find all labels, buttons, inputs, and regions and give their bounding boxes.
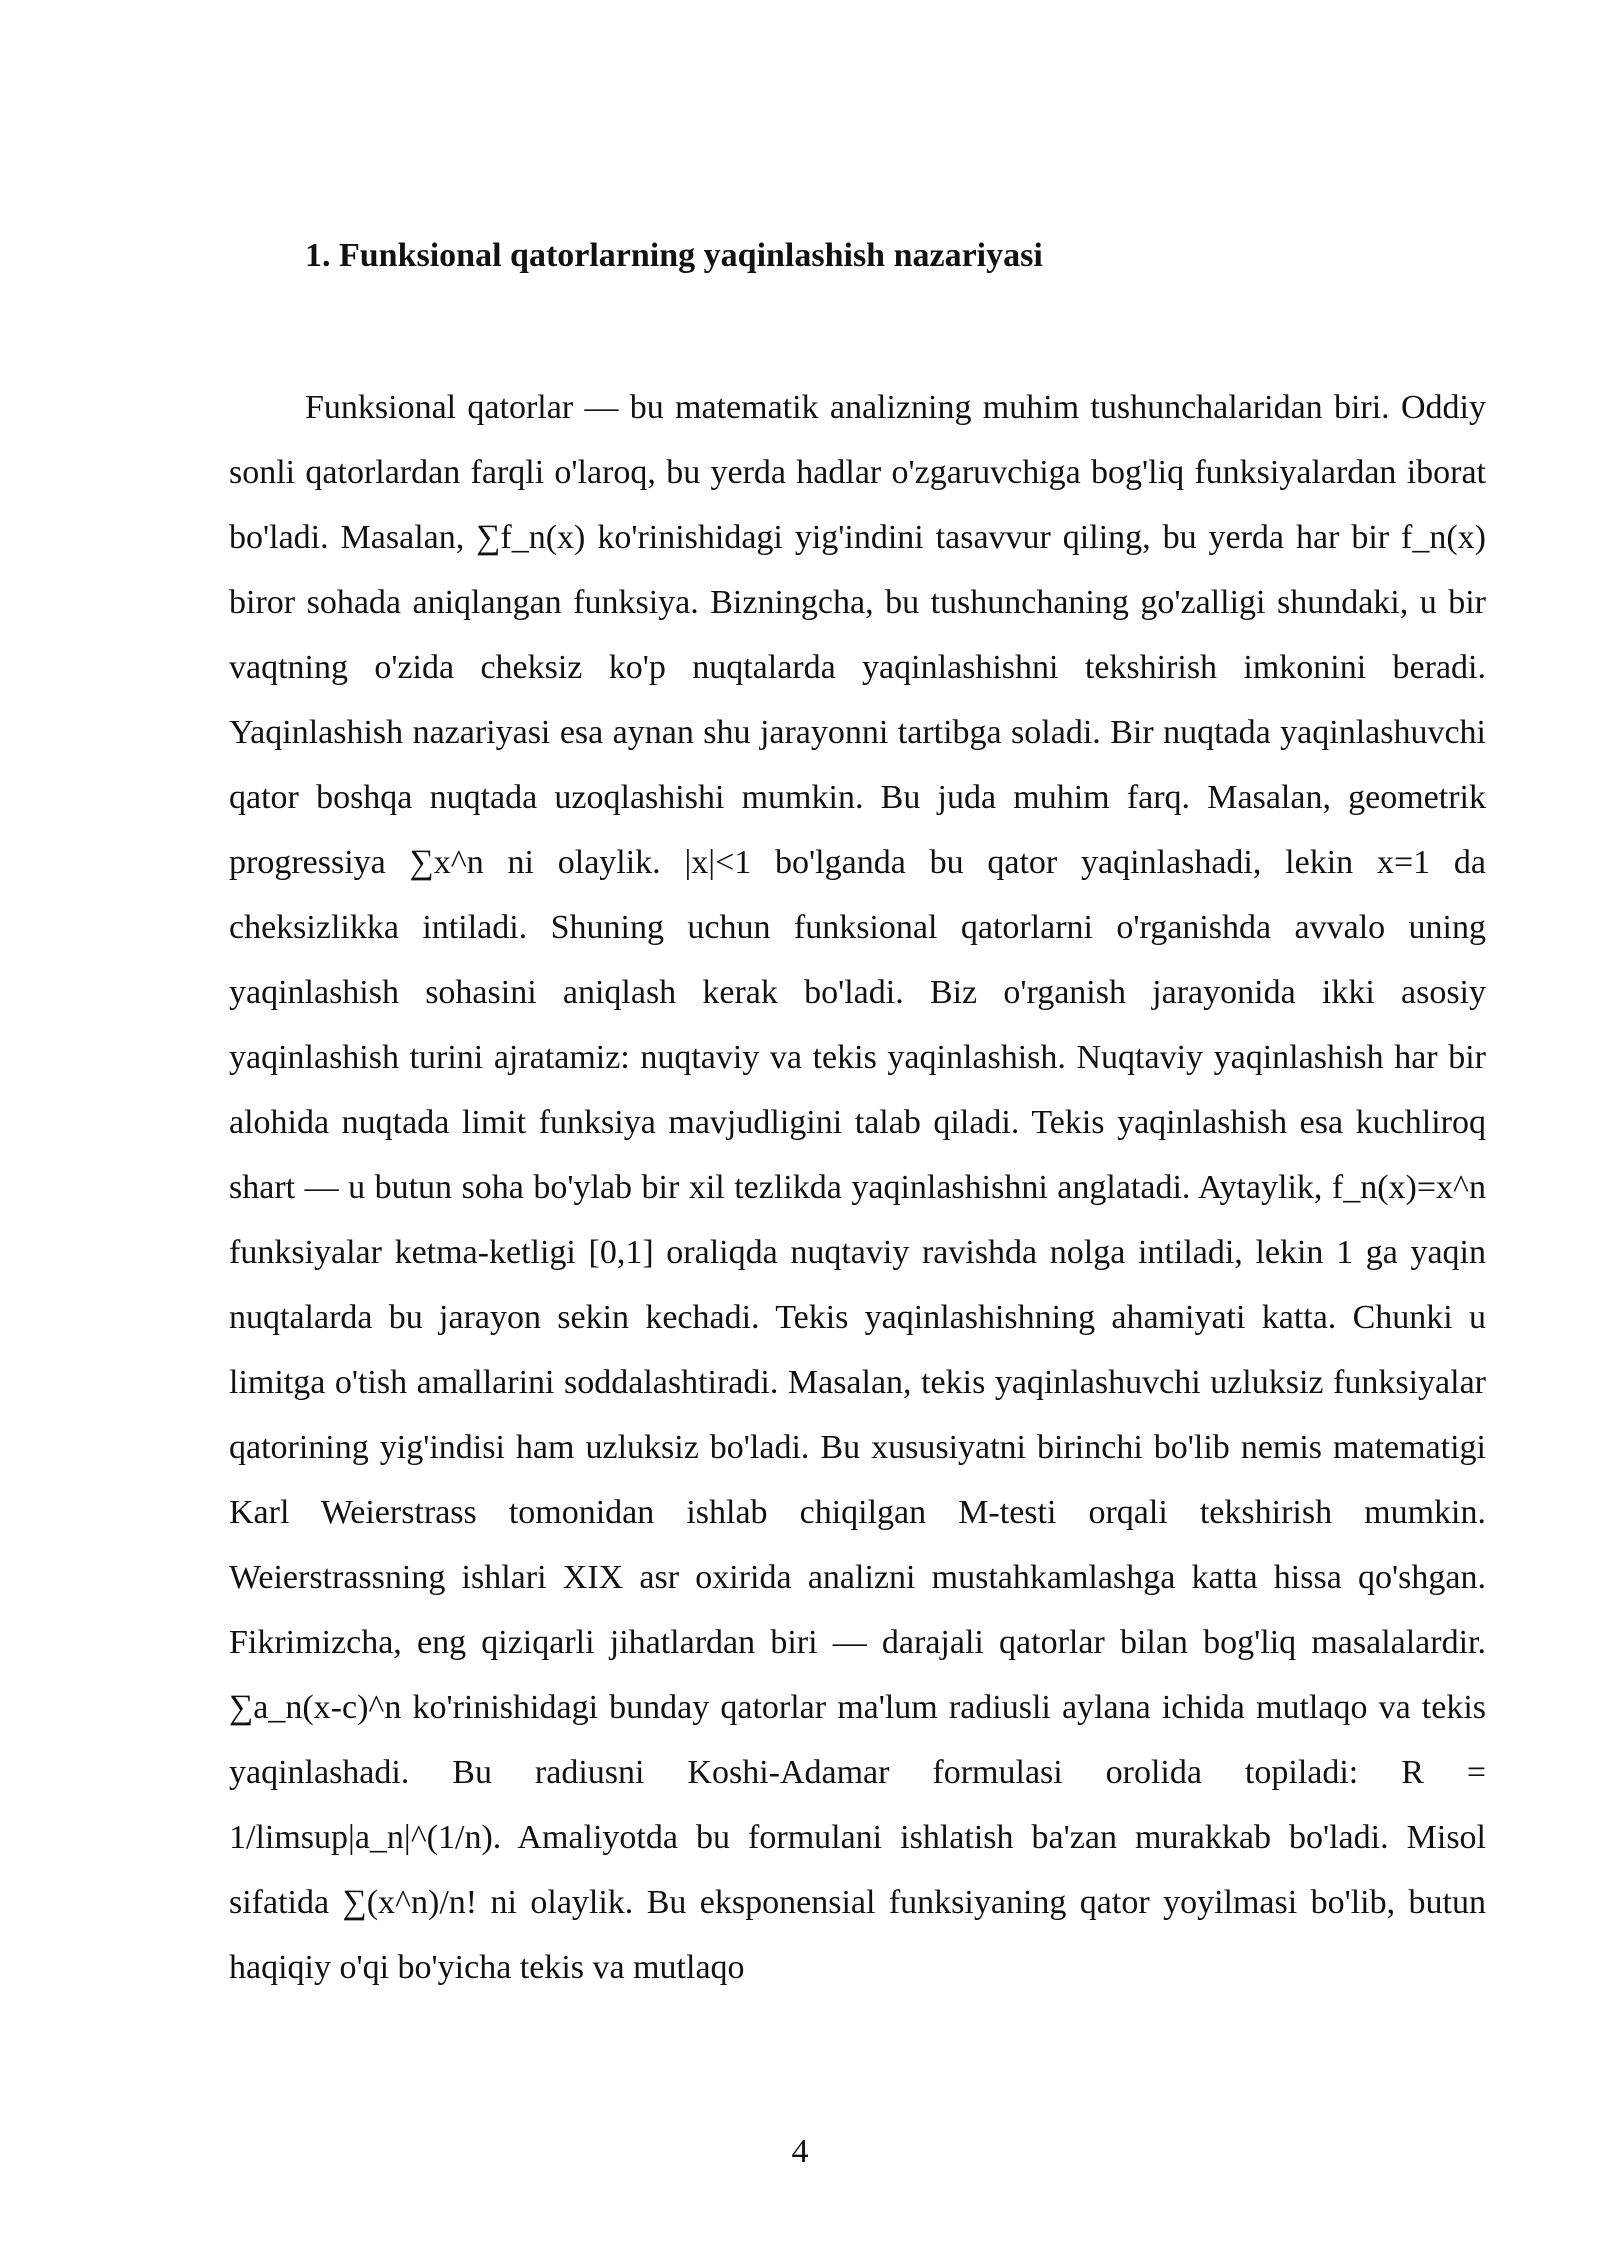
page-number: 4	[791, 2133, 809, 2170]
section-heading: 1. Funksional qatorlarning yaqinlashish nazariyasi	[305, 237, 1043, 274]
body-paragraph: Funksional qatorlar — bu matematik analizning muhim tushunchalaridan biri. Oddiy sonli qatorlardan farqli o'laroq, bu yerda hadlar o'zgaruvchiga bog'liq funksiyalardan iborat bo'ladi. Masalan, ∑f_n(x) ko'rinishidagi yig'indini tasavvur qiling, bu yerda har bir f_n(x) biror sohada aniqlangan funksiya. Bizningcha, bu tushunchaning go'zalligi shundaki, u bir vaqtning o'zida cheksiz ko'p nuqtalarda yaqinlashishni tekshirish imkonini beradi. Yaqinlashish nazariyasi esa aynan shu jarayonni tartibga soladi. Bir nuqtada yaqinlashuvchi qator boshqa nuqtada uzoqlashishi mumkin. Bu juda muhim farq. Masalan, geometrik progressiya ∑x^n ni olaylik. |x|<1 bo'lganda bu qator yaqinlashadi, lekin x=1 da cheksizlikka intiladi. Shuning uchun funksional qatorlarni o'rganishda avvalo uning yaqinlashish sohasini aniqlash kerak bo'ladi. Biz o'rganish jarayonida ikki asosiy yaqinlashish turini ajratamiz: nuqtaviy va tekis yaqinlashish. Nuqtaviy yaqinlashish har bir alohida nuqtada limit funksiya mavjudligini talab qiladi. Tekis yaqinlashish esa kuchliroq shart — u butun soha bo'ylab bir xil tezlikda yaqinlashishni anglatadi. Aytaylik, f_n(x)=x^n funksiyalar ketma-ketligi [0,1] oraliqda nuqtaviy ravishda nolga intiladi, lekin 1 ga yaqin nuqtalarda bu jarayon sekin kechadi. Tekis yaqinlashishning ahamiyati katta. Chunki u limitga o'tish amallarini soddalashtiradi. Masalan, tekis yaqinlashuvchi uzluksiz funksiyalar qatorining yig'indisi ham uzluksiz bo'ladi. Bu xususiyatni birinchi bo'lib nemis matematigi Karl Weierstrass tomonidan ishlab chiqilgan M-testi orqali tekshirish mumkin. Weierstrassning ishlari XIX asr oxirida analizni mustahkamlashga katta hissa qo'shgan. Fikrimizcha, eng qiziqarli jihatlardan biri — darajali qatorlar bilan bog'liq masalalardir. ∑a_n(x-c)^n ko'rinishidagi bunday qatorlar ma'lum radiusli aylana ichida mutlaqo va tekis yaqinlashadi. Bu radiusni Koshi-Adamar formulasi orolida topiladi: R = 1/limsup|a_n|^(1/n). Amaliyotda bu formulani ishlatish ba'zan murakkab bo'ladi. Misol sifatida ∑(x^n)/n! ni olaylik. Bu eksponensial funksiyaning qator yoyilmasi bo'lib, butun haqiqiy o'qi bo'yicha tekis va mutlaqo	[229, 389, 1486, 1986]
